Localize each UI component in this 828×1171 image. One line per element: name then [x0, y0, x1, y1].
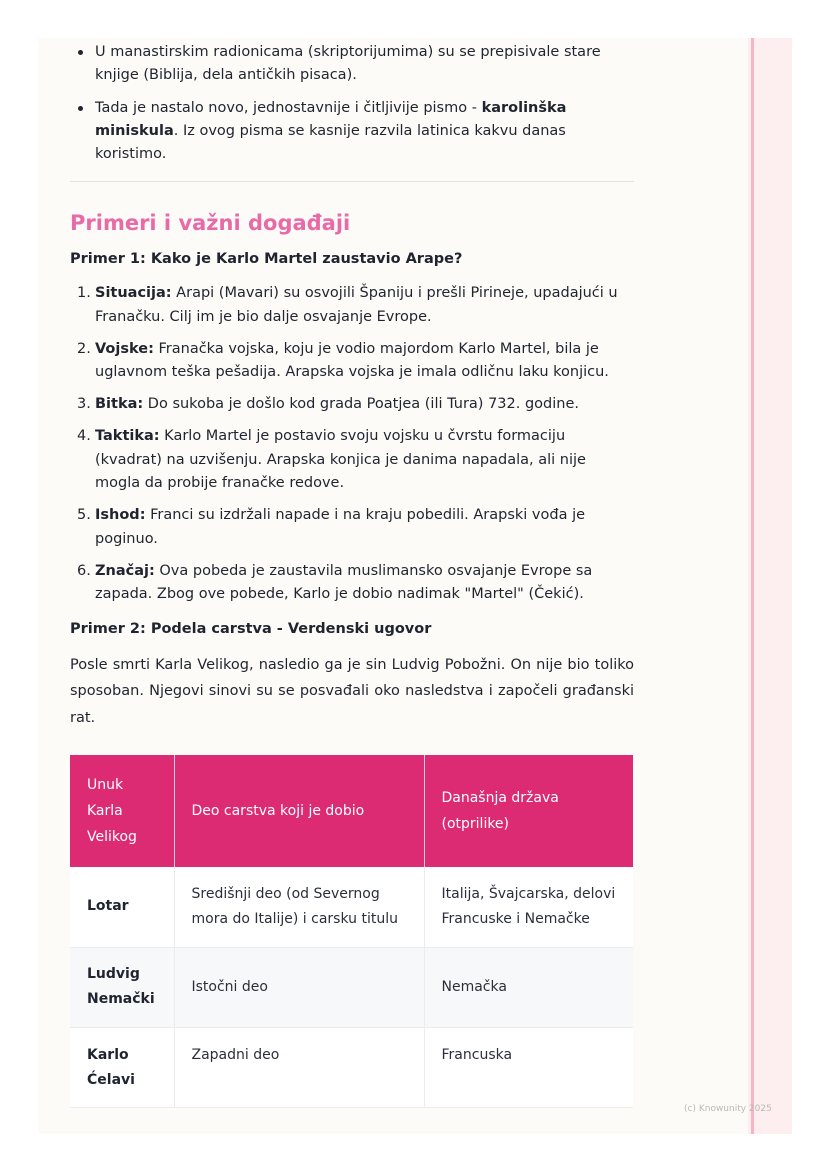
step-item: [70, 560, 634, 607]
bullet-item: [70, 41, 634, 87]
table-cell: Francuska: [424, 1027, 633, 1107]
step-label: Vojske:: [95, 340, 154, 357]
document-content: [70, 38, 634, 1108]
step-number: 4.: [77, 428, 91, 444]
section-divider: [70, 181, 634, 182]
table-header-cell: Današnja država (otprilike): [424, 755, 633, 867]
step-text: Arapi (Mavari) su osvojili Španiju i prešli Pirineje, upadajući u Franačku. Cilj im je bio dalje osvajanje Evrope.: [95, 285, 618, 325]
bullet-item: [70, 97, 634, 166]
step-number: 5.: [77, 507, 91, 523]
table-cell: Zapadni deo: [174, 1027, 424, 1107]
table-cell: Istočni deo: [174, 947, 424, 1027]
bullet-list: [70, 41, 634, 166]
table-cell: Središnji deo (od Severnog mora do Italije) i carsku titulu: [174, 867, 424, 947]
section-title: Primeri i važni događaji: [70, 211, 351, 235]
step-text: Franačka vojska, koju je vodio majordom Karlo Martel, bila je uglavnom teška pešadija. Arapska vojska je imala odličnu laku konjicu.: [95, 340, 609, 380]
step-item: [70, 425, 634, 496]
margin-line: [751, 38, 754, 1134]
step-label: Situacija:: [95, 285, 172, 301]
step-label: Bitka:: [95, 396, 144, 412]
step-label: Značaj:: [95, 562, 155, 579]
step-text: Karlo Martel je postavio svoju vojsku u čvrstu formaciju (kvadrat) na uzvišenju. Arapska konjica je danima napadala, ali nije mogla da probije franačke redove.: [95, 428, 586, 491]
page-margin-strip: [748, 38, 792, 1134]
table-header-row: [70, 755, 633, 867]
table-cell: Nemačka: [424, 947, 633, 1027]
table-cell: Karlo Ćelavi: [70, 1027, 174, 1107]
bullet-dot-icon: [78, 106, 83, 111]
table-row: [70, 867, 633, 947]
step-text: Do sukoba je došlo kod grada Poatjea (ili Tura) 732. godine.: [143, 396, 579, 412]
step-item: [70, 504, 634, 551]
example-2-paragraph: Posle smrti Karla Velikog, nasledio ga je sin Ludvig Pobožni. On nije bio toliko sposoban. Njegovi sinovi su se posvađali oko nasledstva i započeli građanski rat.: [70, 656, 634, 726]
inheritance-table: [70, 755, 633, 1108]
step-text: Ova pobeda je zaustavila muslimansko osvajanje Evrope sa zapada. Zbog ove pobede, Karlo je dobio nadimak "Martel" (Čekić).: [95, 562, 593, 602]
table-row: [70, 1027, 633, 1107]
bullet-bold-text: karolinška miniskula: [95, 100, 567, 139]
table-cell: Lotar: [70, 867, 174, 947]
example-1-steps: [70, 282, 634, 607]
bullet-dot-icon: [78, 50, 83, 55]
step-item: [70, 393, 634, 417]
example-1-title: Primer 1: Kako je Karlo Martel zaustavio Arape?: [70, 251, 463, 267]
step-label: Taktika:: [95, 428, 160, 444]
table-header-cell: Deo carstva koji je dobio: [174, 755, 424, 867]
step-label: Ishod:: [95, 507, 146, 523]
document-page: [38, 38, 792, 1134]
table-header-cell: Unuk Karla Velikog: [70, 755, 174, 867]
copyright-watermark: (c) Knowunity 2025: [684, 1104, 772, 1114]
step-item: [70, 338, 634, 385]
step-item: [70, 282, 634, 329]
table-row: [70, 947, 633, 1027]
step-number: 2.: [77, 340, 91, 357]
step-text: Franci su izdržali napade i na kraju pobedili. Arapski vođa je poginuo.: [95, 507, 586, 547]
bullet-text-tail: . Iz ovog pisma se kasnije razvila latinica kakvu danas koristimo.: [95, 123, 566, 162]
example-2-title: Primer 2: Podela carstva - Verdenski ugovor: [70, 620, 432, 637]
table-cell: Ludvig Nemački: [70, 947, 174, 1027]
step-number: 3.: [77, 396, 91, 412]
bullet-text: U manastirskim radionicama (skriptorijumima) su se prepisivale stare knjige (Biblija, dela antičkih pisaca).: [95, 44, 601, 83]
bullet-text: Tada je nastalo novo, jednostavnije i čitljivije pismo -: [95, 100, 482, 116]
table-cell: Italija, Švajcarska, delovi Francuske i Nemačke: [424, 867, 633, 947]
step-number: 1.: [77, 285, 91, 301]
step-number: 6.: [77, 562, 91, 579]
